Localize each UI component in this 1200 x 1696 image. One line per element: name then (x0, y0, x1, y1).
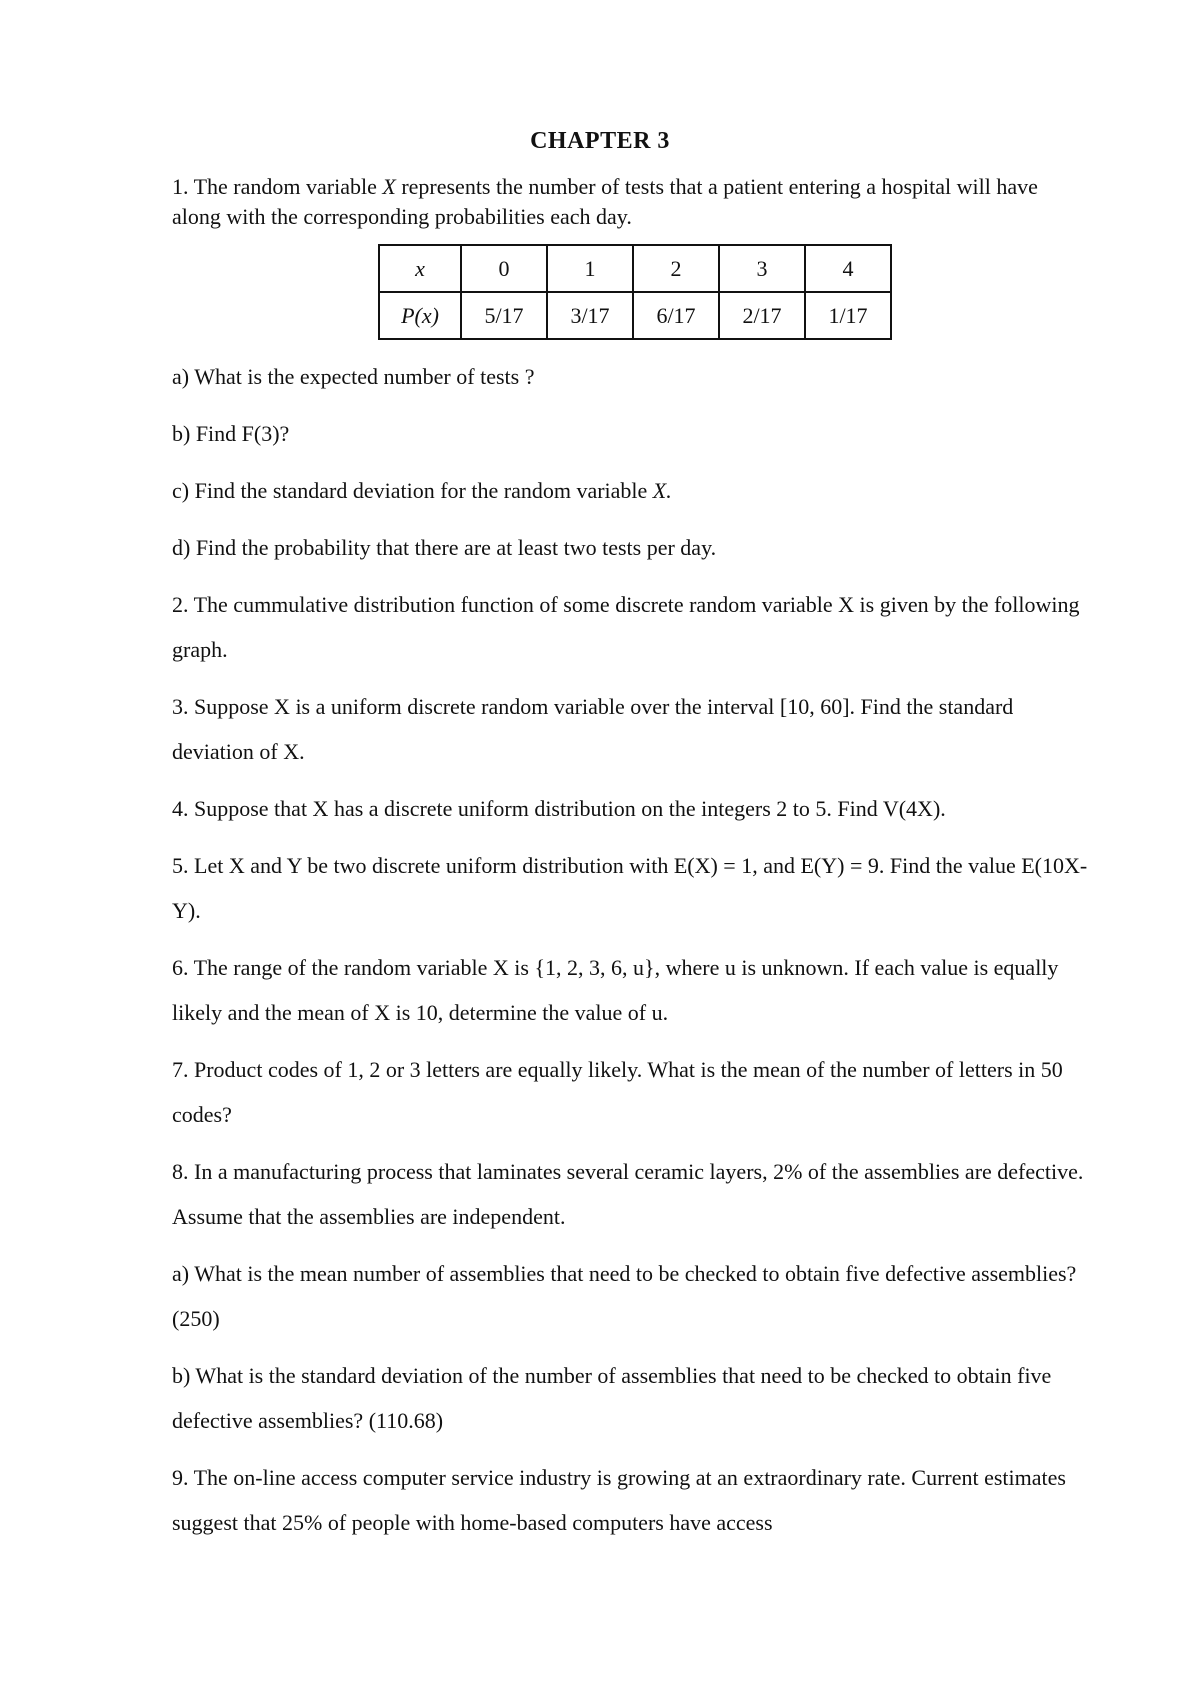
table-cell-x3: 3 (719, 245, 805, 292)
table-cell-x4: 4 (805, 245, 891, 292)
question-2: 2. The cummulative distribution function of some discrete random variable X is given by the following graph. (172, 592, 1080, 662)
question-8b: b) What is the standard deviation of the number of assemblies that need to be checked to obtain five defective assemblies? (110.68) (172, 1363, 1052, 1433)
question-4: 4. Suppose that X has a discrete uniform distribution on the integers 2 to 5. Find V(4X). (172, 796, 946, 821)
probability-table (378, 244, 892, 340)
table-cell-x1: 1 (547, 245, 633, 292)
question-8a: a) What is the mean number of assemblies that need to be checked to obtain five defective assemblies? (250) (172, 1261, 1077, 1331)
question-5: 5. Let X and Y be two discrete uniform distribution with E(X) = 1, and E(Y) = 9. Find the value E(10X-Y). (172, 853, 1088, 923)
table-cell-p1: 3/17 (547, 292, 633, 339)
question-1d: d) Find the probability that there are at least two tests per day. (172, 535, 717, 560)
table-cell-p2: 6/17 (633, 292, 719, 339)
question-1c (172, 468, 1092, 513)
question-6: 6. The range of the random variable X is {1, 2, 3, 6, u}, where u is unknown. If each value is equally likely and the mean of X is 10, determine the value of u. (172, 955, 1059, 1025)
question-1-stem (172, 172, 1092, 232)
table-head-p: P(x) (379, 292, 461, 339)
question-7: 7. Product codes of 1, 2 or 3 letters are equally likely. What is the mean of the number of letters in 50 codes? (172, 1057, 1063, 1127)
chapter-title: CHAPTER 3 (530, 128, 670, 154)
question-1b: b) Find F(3)? (172, 421, 290, 446)
table-head-x: x (379, 245, 461, 292)
table-row-x (379, 245, 891, 292)
table-cell-p4: 1/17 (805, 292, 891, 339)
q1c-variable: X. (652, 478, 672, 503)
question-8-intro: 8. In a manufacturing process that laminates several ceramic layers, 2% of the assemblies are defective. Assume that the assemblies are independent. (172, 1159, 1084, 1229)
q1-text-b: represents the number of tests that a patient entering a hospital will have along with the corresponding probabilities each day. (172, 174, 1038, 229)
question-3: 3. Suppose X is a uniform discrete random variable over the interval [10, 60]. Find the standard deviation of X. (172, 694, 1014, 764)
table-cell-x0: 0 (461, 245, 547, 292)
q1c-text: c) Find the standard deviation for the random variable (172, 478, 653, 503)
q1-variable-x: X (382, 174, 396, 199)
table-row-p (379, 292, 891, 339)
question-9: 9. The on-line access computer service industry is growing at an extraordinary rate. Current estimates suggest that 25% of people with home-based computers have access (172, 1465, 1066, 1535)
table-cell-p0: 5/17 (461, 292, 547, 339)
table-cell-p3: 2/17 (719, 292, 805, 339)
q1-text-a: 1. The random variable (172, 174, 383, 199)
question-1a: a) What is the expected number of tests ? (172, 364, 535, 389)
document-body (172, 172, 1092, 1557)
table-cell-x2: 2 (633, 245, 719, 292)
